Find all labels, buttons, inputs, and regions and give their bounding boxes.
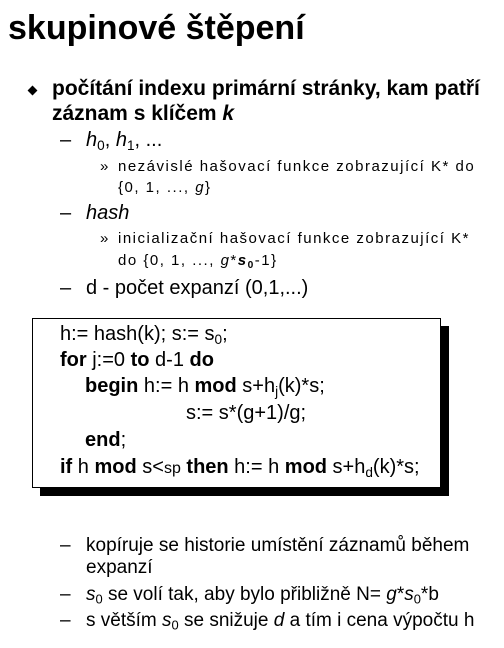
note-1-line-2: expanzí: [86, 557, 153, 578]
s-variable: s: [162, 610, 172, 631]
g-variable: g: [195, 179, 206, 196]
note-text: se snižuje: [178, 610, 274, 631]
slide-title: skupinové štěpení: [8, 9, 305, 47]
h-symbol: h: [115, 129, 127, 151]
main-bullet-line-1: počítání indexu primární stránky, kam patří: [52, 77, 480, 100]
code-text: j:=0: [86, 349, 131, 371]
s-variable: s: [237, 252, 248, 269]
code-keyword-mod: mod: [94, 456, 137, 478]
code-keyword-begin: begin: [85, 375, 139, 397]
range-close: }: [205, 179, 212, 196]
note-text: *b: [420, 584, 439, 605]
code-line-2: [60, 348, 214, 372]
code-line-1: [60, 322, 228, 346]
subscript: 0: [214, 331, 223, 347]
note-1-line-1: kopíruje se historie umístění záznamů během: [86, 535, 470, 556]
code-keyword-for: for: [60, 349, 87, 371]
code-keyword-mod: mod: [284, 456, 327, 478]
g-variable: g: [386, 584, 397, 605]
code-line-5: [85, 428, 126, 452]
code-keyword-mod: mod: [194, 375, 237, 397]
code-text: h: [72, 456, 95, 478]
subscript: 0: [171, 617, 179, 633]
code-keyword-then: then: [186, 456, 229, 478]
code-keyword-to: to: [130, 349, 150, 371]
hash-family-desc-line-1: nezávislé hašovací funkce zobrazující K* do: [118, 158, 476, 175]
subscript: 0: [95, 591, 103, 607]
init-hash-name: hash: [86, 202, 130, 224]
dash-marker: –: [60, 202, 72, 224]
code-text: d-1: [149, 349, 190, 371]
s-variable: s: [86, 584, 96, 605]
code-text: h:= h: [228, 456, 285, 478]
code-line-4: s:= s*(g+1)/g;: [186, 402, 307, 424]
init-hash-desc-line-2: [118, 252, 278, 270]
h-symbol: h: [86, 129, 98, 151]
subscript: 0: [97, 137, 105, 153]
note-2: [86, 584, 439, 607]
code-text: h:= h: [138, 375, 195, 397]
separator: ,: [104, 129, 116, 151]
code-text: (k)*s;: [278, 375, 325, 397]
code-keyword-if: if: [60, 456, 73, 478]
ellipsis: , ...: [134, 129, 163, 151]
code-keyword-do: do: [189, 349, 214, 371]
code-text: s+h: [327, 456, 366, 478]
code-sp: sp: [163, 460, 181, 477]
d-variable: d: [273, 610, 285, 631]
sub-marker: »: [100, 158, 109, 175]
subscript: 1: [126, 137, 135, 153]
code-text: (k)*s;: [372, 456, 420, 478]
code-keyword-end: end: [85, 429, 121, 451]
main-bullet-text: záznam s klíčem: [52, 102, 223, 125]
subscript: 0: [247, 259, 255, 271]
note-3: [86, 610, 474, 633]
dash-marker: –: [60, 610, 71, 631]
range-text: do {0, 1, ...,: [118, 252, 221, 269]
note-text: a tím i cena výpočtu h: [284, 610, 475, 631]
code-box: [32, 318, 441, 488]
init-hash-desc-line-1: inicializační hašovací funkce zobrazující K*: [118, 230, 470, 247]
diamond-bullet-icon: [28, 86, 38, 96]
note-text: s větším: [86, 610, 163, 631]
times-sign: *: [230, 252, 238, 269]
subscript: 0: [413, 591, 421, 607]
code-text: h:= hash(k); s:= s: [60, 323, 215, 345]
sub-marker: »: [100, 230, 109, 247]
key-variable: k: [222, 102, 235, 125]
subscript: j: [275, 383, 279, 399]
code-text: ;: [222, 323, 228, 345]
main-bullet-line-2: [52, 101, 234, 126]
g-variable: g: [220, 252, 231, 269]
code-text: ;: [120, 429, 127, 451]
note-text: se volí tak, aby bylo přibližně N=: [102, 584, 387, 605]
hash-family-desc-line-2: [118, 179, 212, 197]
expansions-item: d - počet expanzí (0,1,...): [86, 277, 309, 299]
dash-marker: –: [60, 277, 72, 299]
code-text: s<: [136, 456, 164, 478]
range-close: -1}: [254, 252, 278, 269]
code-line-6: [60, 455, 420, 479]
hash-family-item: [86, 128, 162, 152]
subscript: d: [365, 464, 373, 480]
dash-marker: –: [60, 129, 72, 151]
times-sign: *: [396, 584, 405, 605]
code-text: s+h: [236, 375, 276, 397]
range-text: {0, 1, ...,: [118, 179, 196, 196]
dash-marker: –: [60, 535, 71, 556]
dash-marker: –: [60, 584, 71, 605]
s-variable: s: [404, 584, 414, 605]
code-line-3: [85, 374, 325, 398]
